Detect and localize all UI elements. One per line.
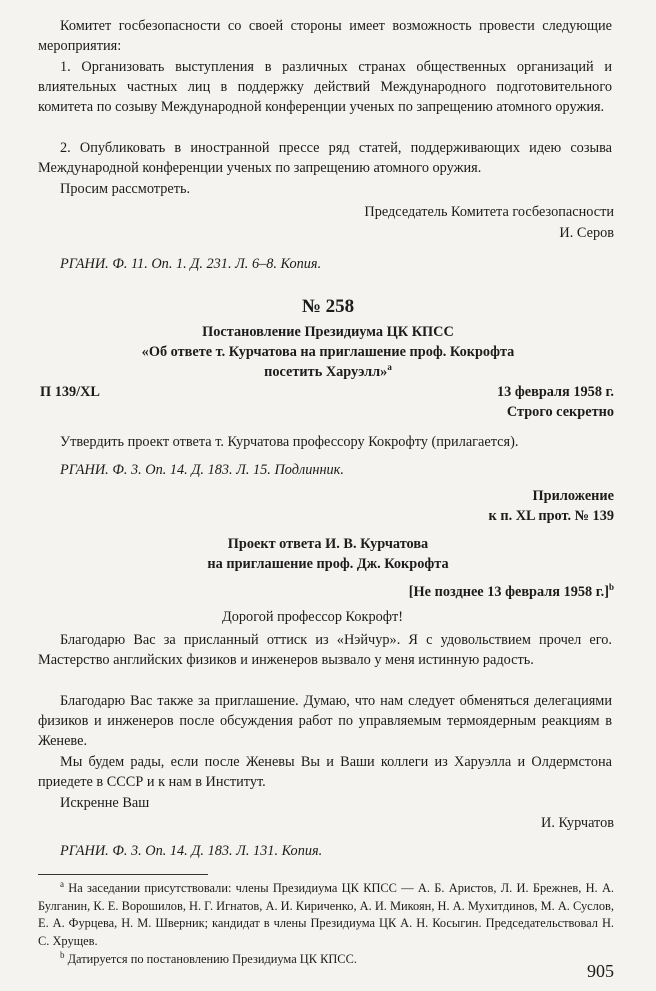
appendix-label: Приложение [532, 488, 614, 504]
appendix-date: [Не позднее 13 февраля 1958 г.]$^b$ [408, 582, 614, 600]
archive-source-2: РГАНИ. Ф. 3. Оп. 14. Д. 183. Л. 15. Подлинник. [60, 462, 344, 478]
letter-greeting: Дорогой профессор Кокрофт! [222, 609, 404, 625]
letter-signature: И. Курчатов [541, 815, 614, 831]
signatory-title: Председатель Комитета госбезопасности [364, 204, 614, 220]
intro-paragraph-1: Комитет госбезопасности со своей стороны имеет возможность провести следующие мероприятия: [38, 18, 612, 55]
document-title-line-1: Постановление Президиума ЦК КПСС [202, 324, 454, 340]
footnote-a: $^a$ На заседании присутствовали: члены Президиума ЦК КПСС — А. Б. Аристов, Л. И. Брежнев, Н. А. Булганин, К. Е. Ворошилов, Н. Г. Игнатов, А. И. Кириченко, А. И. Микоян, Н. А. Мухитдинов, М. А. Суслов, Е. А. Фурцева, Н. М. Шверник; кандидат в члены Президиума ЦК А. Н. Косыгин. Председательствовал Н. С. Хрущев. [38, 878, 614, 948]
footnote-b: $^b$ Датируется по постановлению Президиума ЦК КПСС. [60, 949, 357, 966]
appendix-reference: к п. XL прот. № 139 [488, 508, 614, 524]
intro-paragraph-2: 1. Организовать выступления в различных странах общественных организаций и влиятельных частных лиц в поддержку действий Международного подготовительного комитета по созыву Международной конференции ученых по запрещению атомного оружия. [38, 59, 612, 116]
footnote-separator [38, 874, 208, 875]
intro-paragraph-4: Просим рассмотреть. [60, 181, 191, 197]
secrecy-stamp: Строго секретно [506, 404, 614, 420]
letter-paragraph-3: Мы будем рады, если после Женевы Вы и Ваши коллеги из Харуэлла и Олдермстона приедете в СССР и к нам в Институт. [38, 754, 612, 791]
document-title-line-2: «Об ответе т. Курчатова на приглашение проф. Кокрофта [141, 344, 515, 360]
protocol-number: П 139/XL [40, 384, 100, 400]
appendix-title-line-2: на приглашение проф. Дж. Кокрофта [207, 556, 449, 572]
letter-paragraph-2: Благодарю Вас также за приглашение. Думаю, что нам следует обменяться делегациями физиков и инженеров после обсуждения работ по управляемым термоядерным реакциям в Женеве. [38, 693, 612, 750]
intro-paragraph-3: 2. Опубликовать в иностранной прессе ряд статей, поддерживающих идею созыва Международной конференции ученых по запрещению атомного оружия. [38, 140, 612, 177]
document-number: № 258 [301, 296, 355, 317]
footnote-marker-b: b [608, 582, 614, 593]
appendix-title-line-1: Проект ответа И. В. Курчатова [227, 536, 429, 552]
signatory-name: И. Серов [559, 225, 614, 241]
document-date: 13 февраля 1958 г. [496, 384, 614, 400]
archive-source-1: РГАНИ. Ф. 11. Оп. 1. Д. 231. Л. 6–8. Копия. [60, 256, 322, 272]
footnote-marker-a: а [387, 362, 392, 373]
resolution-text: Утвердить проект ответа т. Курчатова профессору Кокрофту (прилагается). [60, 434, 519, 450]
page-number: 905 [587, 961, 614, 981]
letter-paragraph-1: Благодарю Вас за присланный оттиск из «Нэйчур». Я с удовольствием прочел его. Мастерство английских физиков и инженеров вызвало у меня истинную радость. [38, 632, 612, 669]
letter-closing: Искренне Ваш [60, 795, 150, 811]
document-title-line-3: посетить Харуэлл»$^а$ [264, 362, 392, 380]
archive-source-3: РГАНИ. Ф. 3. Оп. 14. Д. 183. Л. 131. Копия. [60, 843, 323, 859]
